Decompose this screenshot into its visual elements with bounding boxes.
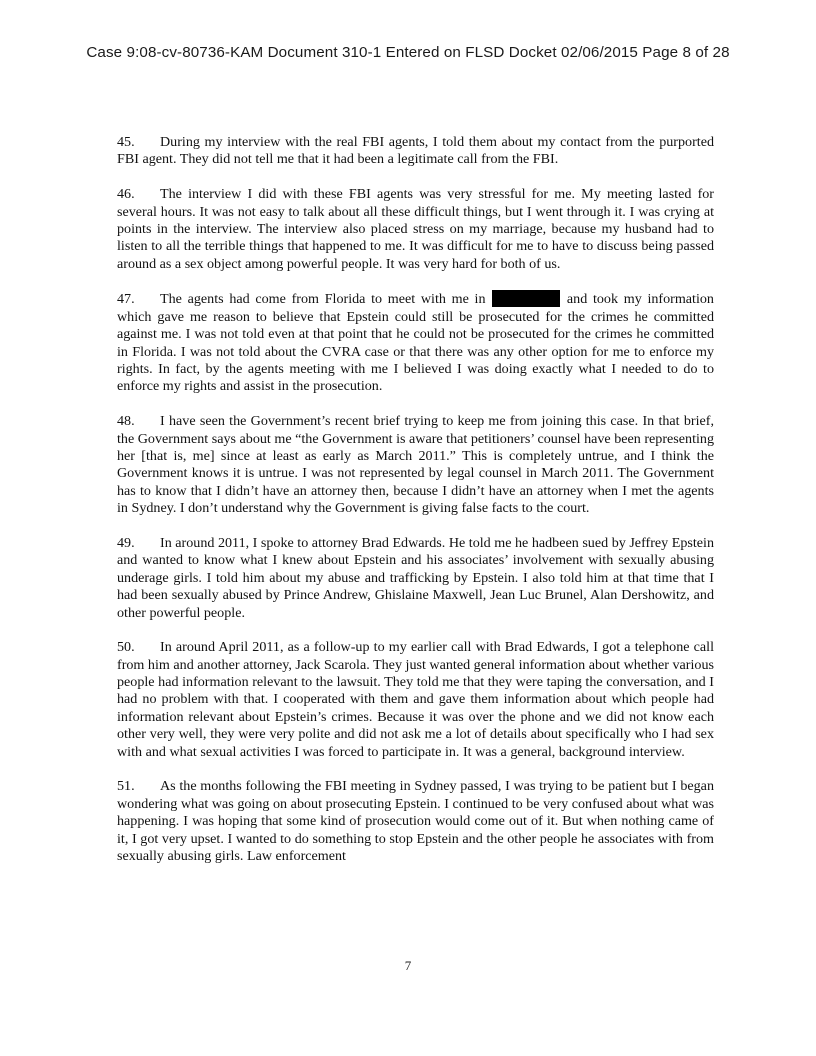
paragraph-text: I have seen the Government’s recent brief trying to keep me from joining this case. In that brief, the Government says about me “the Government is aware that petitioners’ counsel have been representing her [that is, me] since at least as early as March 2011.” This is completely untrue, and I think the Government knows it is untrue. I was not represented by legal counsel in March 2011. The Government has to know that I didn’t have an attorney then, because I didn’t have an attorney when I met the agents in Sydney. I don’t understand why the Government is giving false facts to the court. — [117, 413, 714, 517]
paragraph-text-after-redaction: and took my information which gave me reason to believe that Epstein could still be prosecuted for the crimes he committed against me. I was not told even at that point that he could not be prosecuted for the crimes he committed in Florida. I was not told about the CVRA case or that there was any other option for me to enforce my rights. In fact, by the agents meeting with me I believed I was doing exactly what I needed to do to enforce my rights and assist in the prosecution. — [117, 291, 714, 395]
redaction-block — [492, 290, 560, 307]
paragraph-number: 49. — [117, 534, 135, 551]
document-body — [117, 134, 714, 883]
paragraph-number: 48. — [117, 413, 135, 430]
paragraph-text: As the months following the FBI meeting in Sydney passed, I was trying to be patient but I began wondering what was going on about prosecuting Epstein. I continued to be very confused about what was happening. I was hoping that some kind of prosecution would come out of it. But when nothing came of it, I got very upset. I wanted to do something to stop Epstein and the other people he associates with from sexually abusing girls. Law enforcement — [117, 778, 714, 864]
paragraph-text: In around April 2011, as a follow-up to my earlier call with Brad Edwards, I got a telephone call from him and another attorney, Jack Scarola. They just wanted general information about whether various people had information relevant to the lawsuit. They told me that they were taping the conversation, and I had no problem with that. I cooperated with them and gave them information about which people had information relevant about Epstein’s crimes. Because it was over the phone and we did not know each other very well, they were very polite and did not ask me a lot of details about specifically who I had sex with and what sexual activities I was forced to participate in. It was a general, background interview. — [117, 639, 714, 760]
paragraph-48 — [117, 413, 714, 517]
paragraph-46 — [117, 186, 714, 273]
paragraph-text: The interview I did with these FBI agents was very stressful for me. My meeting lasted for several hours. It was not easy to talk about all these difficult things, but I went through it. I was crying at points in the interview. The interview also placed stress on my marriage, because my husband had to listen to all the terrible things that happened to me. It was difficult for me to have to discuss being passed around as a sex object among powerful people. It was very hard for both of us. — [117, 186, 714, 272]
paragraph-45 — [117, 134, 714, 169]
paragraph-47 — [117, 290, 714, 395]
paragraph-number: 51. — [117, 778, 135, 795]
paragraph-50 — [117, 639, 714, 761]
paragraph-number: 50. — [117, 639, 135, 656]
paragraph-49 — [117, 535, 714, 622]
paragraph-51 — [117, 778, 714, 865]
paragraph-text: During my interview with the real FBI agents, I told them about my contact from the purported FBI agent. They did not tell me that it had been a legitimate call from the FBI. — [117, 134, 714, 168]
paragraph-number: 47. — [117, 291, 135, 308]
paragraph-text-before-redaction: The agents had come from Florida to meet with me in — [160, 291, 486, 308]
page-number: 7 — [404, 958, 412, 973]
docket-header: Case 9:08-cv-80736-KAM Document 310-1 Entered on FLSD Docket 02/06/2015 Page 8 of 28 — [86, 44, 730, 61]
paragraph-text: In around 2011, I spoke to attorney Brad Edwards. He told me he hadbeen sued by Jeffrey Epstein and wanted to know what I knew about Epstein and his associates’ involvement with sexually abusing underage girls. I told him about my abuse and trafficking by Epstein. I also told him at that time that I had been sexually abused by Prince Andrew, Ghislaine Maxwell, Jean Luc Brunel, Alan Dershowitz, and other powerful people. — [117, 534, 714, 621]
paragraph-number: 45. — [117, 134, 135, 150]
paragraph-number: 46. — [117, 186, 135, 203]
